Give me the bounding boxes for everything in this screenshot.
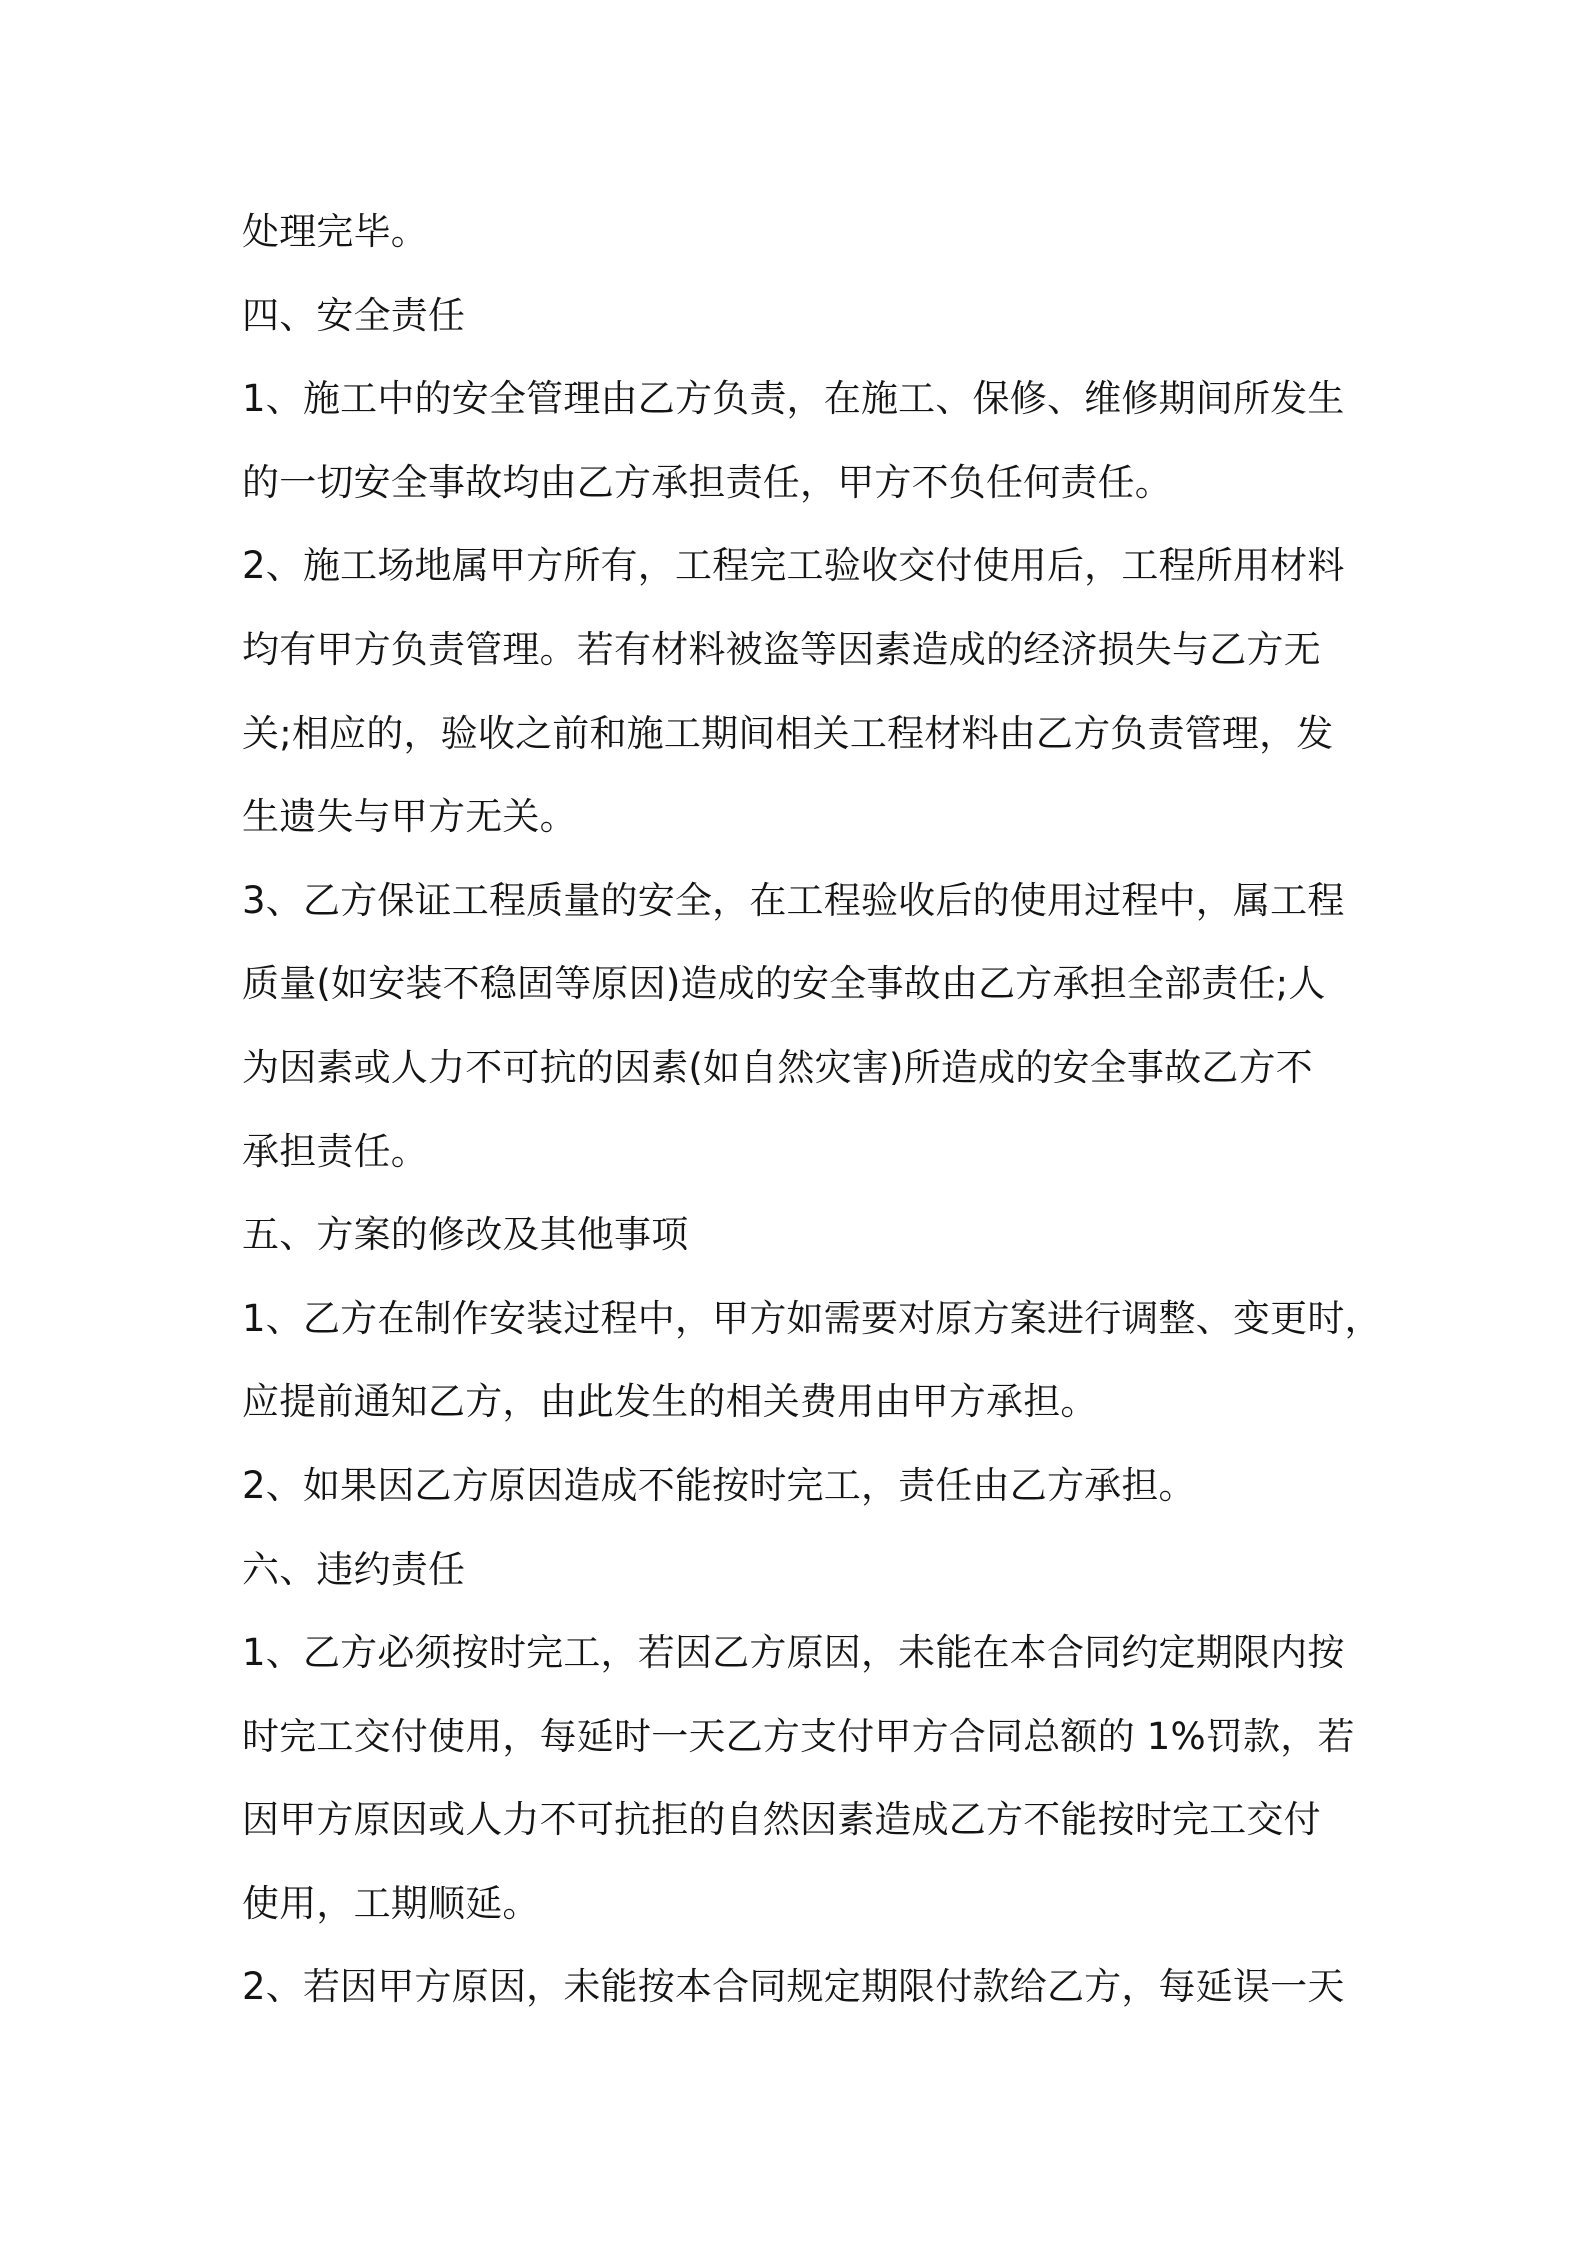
text-line: 处理完毕。 — [242, 210, 428, 253]
text-line: 1、乙方必须按时完工，若因乙方原因，未能在本合同约定期限内按 — [242, 1631, 1345, 1675]
text-line: 质量(如安装不稳固等原因)造成的安全事故由乙方承担全部责任;人 — [242, 962, 1326, 1006]
text-line: 为因素或人力不可抗的因素(如自然灾害)所造成的安全事故乙方不 — [242, 1045, 1313, 1089]
text-line: 应提前通知乙方，由此发生的相关费用由甲方承担。 — [242, 1380, 1098, 1424]
text-line: 承担责任。 — [242, 1129, 428, 1173]
text-line: 生遗失与甲方无关。 — [242, 795, 577, 839]
text-line: 使用，工期顺延。 — [242, 1881, 540, 1925]
section-heading: 五、方案的修改及其他事项 — [242, 1213, 689, 1257]
text-line: 1、乙方在制作安装过程中，甲方如需要对原方案进行调整、变更时， — [242, 1296, 1382, 1340]
text-line: 均有甲方负责管理。若有材料被盗等因素造成的经济损失与乙方无 — [242, 627, 1321, 671]
document-body — [242, 190, 1382, 2029]
text-line: 1、施工中的安全管理由乙方负责，在施工、保修、维修期间所发生 — [242, 377, 1345, 421]
section-heading: 四、安全责任 — [242, 293, 466, 337]
text-line: 2、施工场地属甲方所有，工程完工验收交付使用后，工程所用材料 — [242, 544, 1345, 588]
text-line: 2、若因甲方原因，未能按本合同规定期限付款给乙方，每延误一天 — [242, 1965, 1345, 2009]
text-line: 时完工交付使用，每延时一天乙方支付甲方合同总额的 1%罚款，若 — [242, 1714, 1355, 1758]
text-line: 2、如果因乙方原因造成不能按时完工，责任由乙方承担。 — [242, 1463, 1196, 1507]
text-line: 关;相应的，验收之前和施工期间相关工程材料由乙方负责管理，发 — [242, 711, 1334, 755]
text-line: 因甲方原因或人力不可抗拒的自然因素造成乙方不能按时完工交付 — [242, 1798, 1321, 1842]
text-line: 3、乙方保证工程质量的安全，在工程验收后的使用过程中，属工程 — [242, 878, 1345, 922]
section-heading: 六、违约责任 — [242, 1547, 466, 1591]
text-line: 的一切安全事故均由乙方承担责任，甲方不负任何责任。 — [242, 460, 1172, 504]
